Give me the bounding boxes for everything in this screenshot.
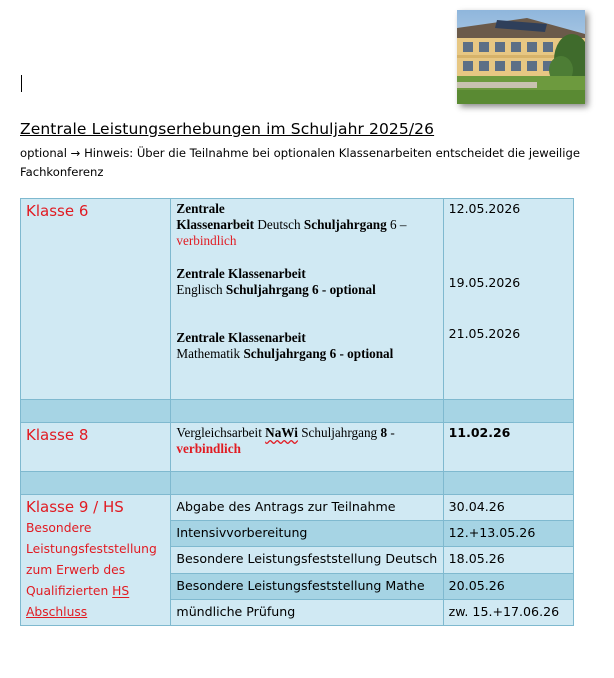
exam-mathematik: Zentrale Klassenarbeit Mathematik Schuljahrgang 6 - optional (176, 330, 394, 361)
date-englisch: 19.05.2026 (448, 275, 521, 290)
date-mathematik: 21.05.2026 (448, 326, 521, 341)
cell-klasse-8-date (443, 423, 573, 472)
k9-row-3-date: 18.05.26 (443, 547, 573, 573)
table-row-spacer (21, 472, 574, 495)
k9-row-1-text: Abgabe des Antrags zur Teilnahme (171, 495, 443, 521)
cell-klasse-8-exam: Vergleichsarbeit NaWi Schuljahrgang 8 - verbindlich (171, 423, 443, 472)
table-row-klasse-8 (21, 423, 574, 472)
cell-klasse-9-label (21, 495, 171, 626)
school-building-photo (457, 10, 585, 104)
k9-row-2-date: 12.+13.05.26 (443, 521, 573, 547)
k9-row-4-text: Besondere Leistungsfeststellung Mathe (171, 573, 443, 599)
klasse-9-description: Besondere Leistungsfeststellung zum Erwerb des Qualifizierten HS Abschluss (26, 521, 157, 619)
klasse-6-label: Klasse 6 (26, 202, 89, 220)
k9-row-1-date: 30.04.26 (443, 495, 573, 521)
date-klasse-8: 11.02.26 (448, 425, 511, 440)
k9-row-3-text: Besondere Leistungsfeststellung Deutsch (171, 547, 443, 573)
exam-schedule-table (20, 198, 574, 626)
table-row-klasse-6 (21, 199, 574, 400)
date-deutsch: 12.05.2026 (448, 201, 521, 216)
k9-row-2-text: Intensivvorbereitung (171, 521, 443, 547)
cell-klasse-6-dates (443, 199, 573, 400)
hint-text: optional → Hinweis: Über die Teilnahme bei optionalen Klassenarbeiten entscheidet die jeweilige Fachkonferenz (20, 146, 580, 179)
klasse-9-label: Klasse 9 / HS (26, 498, 124, 516)
klasse-8-label: Klasse 8 (26, 426, 89, 444)
k9-row-5-text: mündliche Prüfung (171, 599, 443, 625)
k9-row-4-date: 20.05.26 (443, 573, 573, 599)
page-title: Zentrale Leistungserhebungen im Schuljahr 2025/26 (20, 120, 435, 138)
cell-klasse-6-exams (171, 199, 443, 400)
table-row-spacer (21, 400, 574, 423)
text-cursor (21, 75, 22, 92)
cell-klasse-8-label (21, 423, 171, 472)
table-row-klasse-9 (21, 495, 574, 521)
cell-klasse-6-label (21, 199, 171, 400)
exam-deutsch: Zentrale Klassenarbeit Deutsch Schuljahrgang 6 – verbindlich (176, 201, 407, 248)
exam-englisch: Zentrale Klassenarbeit Englisch Schuljahrgang 6 - optional (176, 266, 376, 297)
k9-row-5-date: zw. 15.+17.06.26 (443, 599, 573, 625)
